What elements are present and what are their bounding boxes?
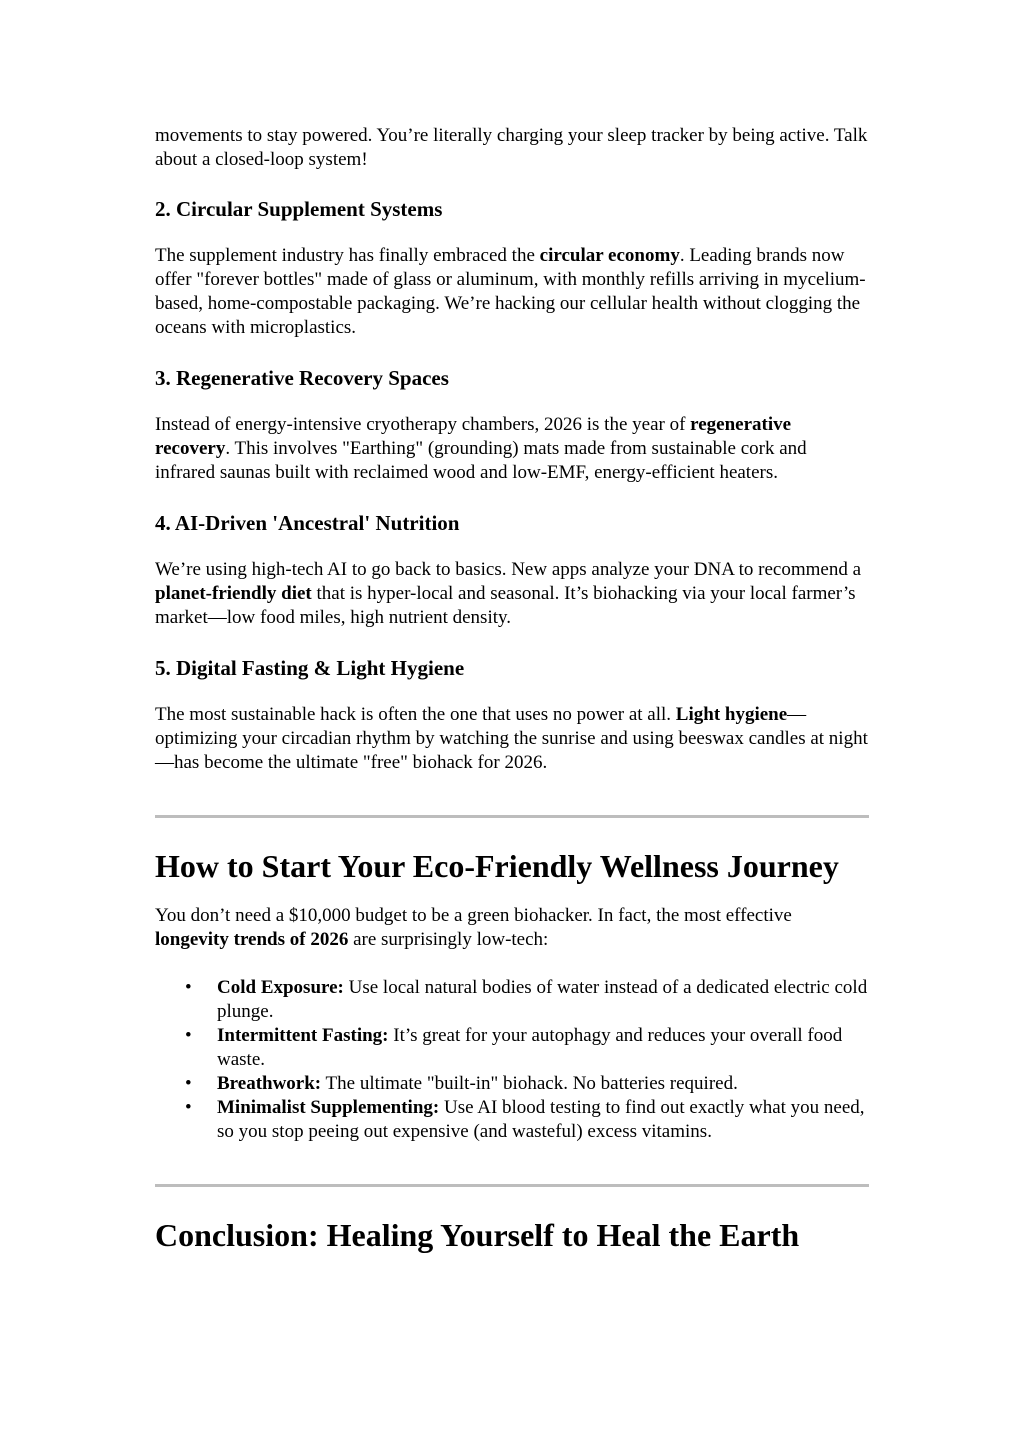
- section-body-circular-supplements: The supplement industry has finally embraced the circular economy. Leading brands now offer "forever bottles" made of glass or aluminum, with monthly refills arriving in mycelium-based, home-compostable packaging. We’re hacking our cellular health without clogging the oceans with microplastics.: [155, 245, 866, 338]
- document-page: [155, 124, 869, 1255]
- bullet-icon: •: [185, 1097, 192, 1118]
- journey-intro: You don’t need a $10,000 budget to be a green biohacker. In fact, the most effective longevity trends of 2026 are surprisingly low-tech:: [155, 905, 792, 950]
- intro-paragraph: movements to stay powered. You’re literally charging your sleep tracker by being active. Talk about a closed-loop system!: [155, 125, 868, 170]
- section-divider: [155, 815, 869, 818]
- section-heading-circular-supplements: 2. Circular Supplement Systems: [155, 197, 443, 221]
- list-item: • Intermittent Fasting: It’s great for your autophagy and reduces your overall food waste.: [185, 1025, 843, 1070]
- list-item: • Breathwork: The ultimate "built-in" biohack. No batteries required.: [185, 1073, 738, 1094]
- bullet-icon: •: [185, 1073, 192, 1094]
- bullet-icon: •: [185, 1025, 192, 1046]
- section-heading-ancestral-nutrition: 4. AI-Driven 'Ancestral' Nutrition: [155, 511, 460, 535]
- list-item: • Minimalist Supplementing: Use AI blood testing to find out exactly what you need, so you stop peeing out expensive (and wasteful) excess vitamins.: [185, 1097, 865, 1142]
- section-heading-regenerative-recovery: 3. Regenerative Recovery Spaces: [155, 366, 449, 390]
- journey-heading: How to Start Your Eco-Friendly Wellness Journey: [155, 848, 839, 884]
- section-body-digital-fasting: The most sustainable hack is often the one that uses no power at all. Light hygiene—optimizing your circadian rhythm by watching the sunrise and using beeswax candles at night—has become the ultimate "free" biohack for 2026.: [155, 704, 868, 773]
- section-divider: [155, 1184, 869, 1187]
- list-item: • Cold Exposure: Use local natural bodies of water instead of a dedicated electric cold plunge.: [185, 977, 868, 1022]
- section-heading-digital-fasting: 5. Digital Fasting & Light Hygiene: [155, 656, 465, 680]
- section-body-ancestral-nutrition: We’re using high-tech AI to go back to basics. New apps analyze your DNA to recommend a planet-friendly diet that is hyper-local and seasonal. It’s biohacking via your local farmer’s market—low food miles, high nutrient density.: [155, 559, 862, 628]
- section-body-regenerative-recovery: Instead of energy-intensive cryotherapy chambers, 2026 is the year of regenerative recovery. This involves "Earthing" (grounding) mats made from sustainable cork and infrared saunas built with reclaimed wood and low-EMF, energy-efficient heaters.: [155, 414, 807, 483]
- bullet-icon: •: [185, 977, 192, 998]
- journey-tips-list: [155, 976, 869, 1144]
- conclusion-heading: Conclusion: Healing Yourself to Heal the Earth: [155, 1217, 800, 1253]
